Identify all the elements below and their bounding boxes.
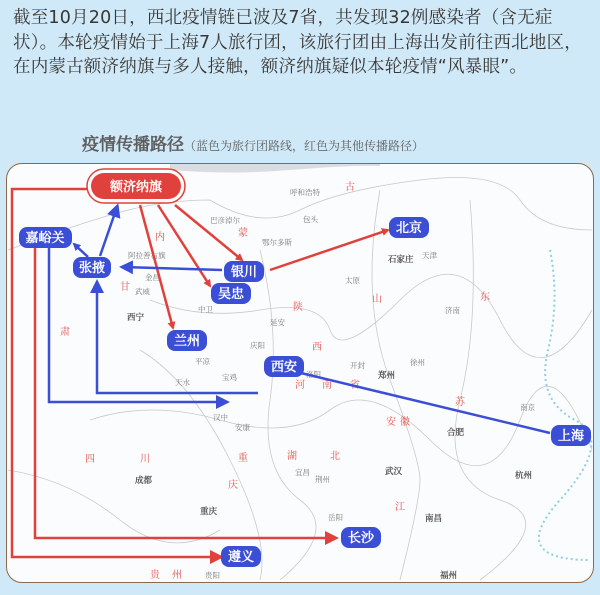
city-label: 汉中: [213, 413, 228, 422]
city-label: 天水: [175, 378, 190, 387]
node-label: 兰州: [173, 334, 201, 349]
city-label: 阿拉善右旗: [128, 251, 166, 260]
province-char: 安: [386, 417, 396, 428]
node-yinchuan[interactable]: [224, 261, 264, 282]
province-char: 贵: [150, 570, 160, 581]
province-char: 西: [312, 342, 322, 353]
node-ejina[interactable]: [87, 169, 185, 203]
province-char: 河: [295, 380, 305, 391]
province-char: 州: [172, 570, 182, 581]
node-label: 额济纳旗: [109, 180, 163, 195]
city-label: 成都: [135, 476, 153, 486]
node-label: 上海: [557, 429, 585, 444]
node-label: 西安: [270, 360, 298, 375]
city-label: 南京: [520, 403, 535, 412]
route-ejina-wuzhong: [158, 205, 210, 286]
city-label: 安康: [235, 423, 250, 432]
node-beijing[interactable]: [389, 217, 429, 238]
map-title: 疫情传播路径: [82, 135, 184, 155]
city-label: 鄂尔多斯: [262, 238, 292, 247]
province-char: 甘: [120, 282, 130, 293]
province-char: 徽: [400, 417, 410, 428]
node-lanzhou[interactable]: [167, 330, 207, 351]
province-char: 南: [322, 380, 332, 391]
city-label: 贵阳: [205, 571, 220, 580]
city-label: 武威: [135, 287, 150, 296]
province-char: 东: [480, 292, 490, 303]
province-boundaries: [8, 178, 592, 581]
city-label: 南昌: [425, 514, 443, 524]
node-label: 长沙: [347, 531, 375, 546]
node-zhangye[interactable]: [73, 257, 111, 278]
province-char: 蒙: [238, 228, 248, 239]
city-label: 武汉: [385, 467, 403, 477]
map-subtitle: （蓝色为旅行团路线，红色为其他传播路径）: [184, 139, 425, 153]
node-shanghai[interactable]: [551, 425, 591, 446]
province-char: 庆: [228, 480, 238, 491]
province-char: 陕: [293, 302, 303, 313]
node-jiayuguan[interactable]: [19, 227, 72, 248]
city-label: 石家庄: [388, 255, 414, 265]
province-char: 省: [350, 380, 360, 391]
province-char: 江: [395, 502, 405, 513]
route-zhangye-jiayuguan: [74, 244, 88, 257]
city-label: 巴彦淖尔: [210, 216, 240, 225]
city-label: 洛阳: [306, 370, 321, 379]
city-label: 徐州: [410, 358, 425, 367]
province-char: 湖: [287, 451, 297, 462]
city-label: 福州: [440, 571, 458, 581]
node-changsha[interactable]: [341, 527, 381, 548]
route-yinchuan-zhangye: [123, 267, 222, 270]
city-label: 西宁: [127, 313, 145, 323]
city-label: 合肥: [447, 428, 465, 438]
node-label: 银川: [230, 265, 258, 280]
route-shanghai-xian: [276, 367, 550, 433]
city-label: 呼和浩特: [290, 188, 320, 197]
city-label: 宝鸡: [222, 373, 237, 382]
node-wuzhong[interactable]: [211, 283, 251, 304]
node-label: 遵义: [227, 550, 255, 565]
city-label: 太原: [345, 276, 360, 285]
province-char: 苏: [455, 397, 465, 408]
city-label: 包头: [303, 215, 318, 224]
city-label: 金昌: [145, 273, 160, 282]
node-zunyi[interactable]: [221, 546, 261, 567]
province-char: 四: [85, 454, 95, 465]
city-label: 庆阳: [250, 341, 265, 350]
city-label: 济南: [445, 306, 460, 315]
city-label: 郑州: [378, 371, 396, 381]
route-ejina-yinchuan: [175, 205, 242, 260]
city-label: 开封: [350, 361, 365, 370]
city-label: 杭州: [515, 471, 533, 481]
province-char: 川: [140, 454, 150, 465]
city-label: 荆州: [315, 475, 330, 484]
mongolia-border-shade: [170, 164, 380, 173]
city-label: 重庆: [200, 507, 218, 517]
intro-paragraph: 截至10月20日，西北疫情链已波及7省，共发现32例感染者（含无症状）。本轮疫情始于上海7人旅行团，该旅行团由上海出发前往西北地区，在内蒙古额济纳旗与多人接触，额济纳旗疑似本轮疫情“风暴眼”。: [13, 8, 582, 77]
route-zhangye-ejina: [100, 207, 117, 256]
city-label: 延安: [270, 318, 285, 327]
node-xian[interactable]: [264, 356, 304, 377]
province-char: 肃: [60, 327, 70, 338]
route-yinchuan-beijing: [270, 230, 388, 270]
province-char: 北: [330, 451, 340, 462]
node-label: 嘉峪关: [25, 231, 65, 246]
province-char: 古: [345, 182, 355, 193]
coastline: [539, 250, 591, 560]
blue-routes: [49, 207, 550, 433]
node-label: 吴忠: [217, 287, 245, 302]
province-char: 重: [238, 453, 248, 464]
city-label: 平凉: [195, 357, 210, 366]
province-char: 山: [372, 294, 382, 305]
city-label: 天津: [422, 251, 437, 260]
node-label: 张掖: [78, 261, 106, 276]
city-label: 宜昌: [295, 468, 310, 477]
node-label: 北京: [395, 221, 423, 236]
province-char: 内: [155, 232, 165, 243]
city-label: 岳阳: [328, 513, 343, 522]
city-label: 中卫: [198, 305, 213, 314]
